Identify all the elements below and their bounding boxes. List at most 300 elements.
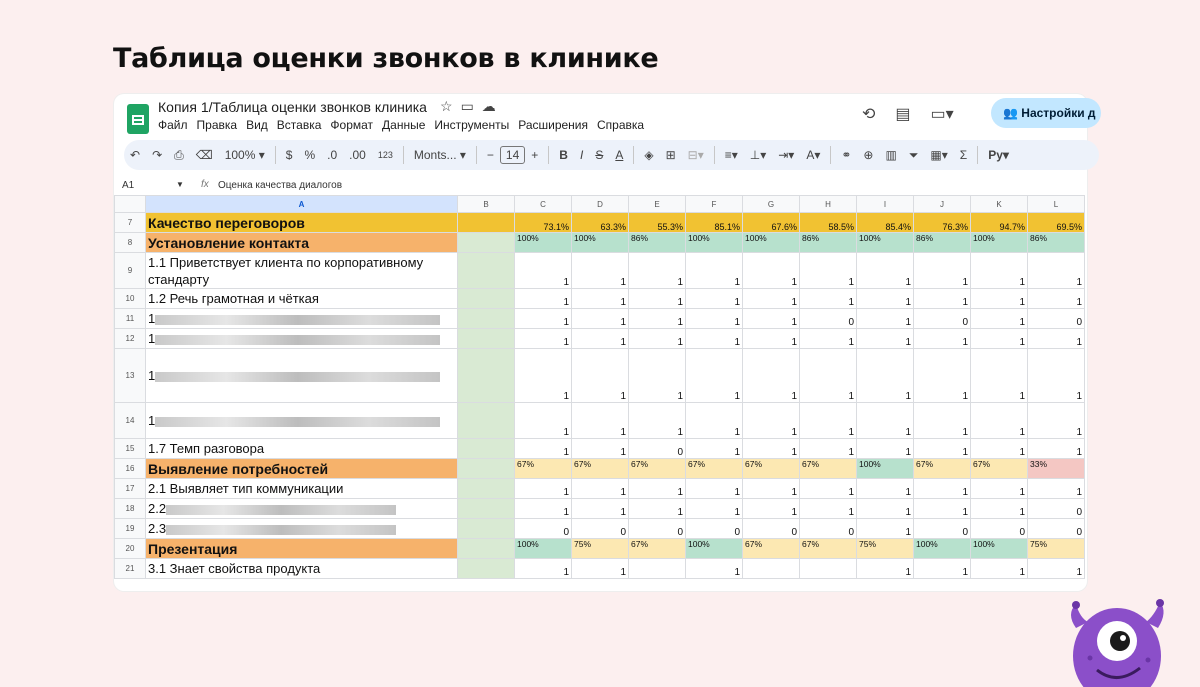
criterion-label: 1 [148,311,156,326]
grid-cell[interactable]: 1 [686,329,743,349]
grid-cell[interactable]: 94.7% [971,213,1028,233]
insert-link-icon[interactable]: ⚭ [841,148,852,162]
grid-cell[interactable]: 1 [686,309,743,329]
grid-cell[interactable]: 1 [515,439,572,459]
row-header[interactable]: 13 [115,349,146,403]
column-header[interactable]: L [1028,196,1085,213]
grid-cell[interactable]: 0 [743,519,800,539]
column-header[interactable]: H [800,196,857,213]
grid-cell[interactable]: 1 [1028,439,1085,459]
row-header[interactable]: 17 [115,479,146,499]
grid-cell[interactable]: 1 [857,559,914,579]
grid-cell[interactable]: 58.5% [800,213,857,233]
grid-cell[interactable]: 67% [800,459,857,479]
increase-decimal-button[interactable]: .00 [349,148,366,162]
grid-cell[interactable]: 1 [857,479,914,499]
purple-monster-mascot-icon [1062,598,1172,687]
column-header[interactable]: K [971,196,1028,213]
grid-cell[interactable]: 86% [1028,233,1085,253]
grid-cell[interactable]: 1 [686,349,743,403]
grid-cell[interactable]: 67% [743,539,800,559]
criterion-cell[interactable] [146,349,458,403]
criterion-cell[interactable] [146,233,458,253]
grid-cell[interactable]: 0 [629,439,686,459]
redacted-text [155,335,440,345]
grid-cell[interactable]: 1 [914,403,971,439]
criterion-cell[interactable] [146,499,458,519]
sheets-logo-icon[interactable] [127,104,149,134]
grid-cell[interactable]: 85.1% [686,213,743,233]
grid-cell[interactable]: 1 [800,253,857,289]
grid-cell[interactable]: 73.1% [515,213,572,233]
grid-cell[interactable] [743,559,800,579]
grid-cell[interactable]: 1 [629,403,686,439]
grid-cell[interactable]: 1 [629,253,686,289]
grid-cell[interactable]: 1 [1028,349,1085,403]
menu-bar [158,118,644,132]
grid-cell[interactable]: 1 [971,559,1028,579]
grid-cell[interactable]: 67.6% [743,213,800,233]
table-row [115,539,1085,559]
grid-cell[interactable]: 1 [971,309,1028,329]
grid-cell[interactable]: 1 [572,403,629,439]
grid-cell[interactable]: 86% [800,233,857,253]
criterion-label: 1 [148,368,156,383]
name-box-dropdown-icon[interactable]: ▼ [176,180,184,189]
name-box[interactable]: A1 [122,180,135,191]
grid-cell[interactable] [458,329,515,349]
grid-cell[interactable]: 86% [914,233,971,253]
row-header[interactable]: 21 [115,559,146,579]
table-row [115,479,1085,499]
column-header[interactable]: G [743,196,800,213]
grid-cell[interactable]: 75% [1028,539,1085,559]
row-header[interactable]: 19 [115,519,146,539]
more-formats-button[interactable]: 123 [377,150,393,160]
grid-cell[interactable]: 1 [515,253,572,289]
criterion-cell[interactable] [146,309,458,329]
criterion-label: 1.7 Темп разговора [148,441,265,456]
criterion-label: 3.1 Знает свойства продукта [148,561,321,576]
grid-cell[interactable]: 0 [800,519,857,539]
spreadsheet-window [114,94,1096,591]
criterion-cell[interactable] [146,439,458,459]
grid-cell[interactable]: 1 [629,329,686,349]
grid-cell[interactable]: 1 [515,559,572,579]
grid-cell[interactable]: 1 [800,499,857,519]
redacted-text [155,417,440,427]
font-size-decrease-icon[interactable]: − [486,148,494,162]
select-all-corner[interactable] [115,196,146,213]
grid-cell[interactable]: 0 [686,519,743,539]
grid-cell[interactable]: 1 [572,479,629,499]
grid-cell[interactable]: 1 [686,403,743,439]
share-button[interactable]: 👥 Настройки д [991,98,1101,128]
grid-cell[interactable]: 100% [971,539,1028,559]
grid-cell[interactable] [458,459,515,479]
criterion-cell[interactable] [146,253,458,289]
criterion-label: 1.2 Речь грамотная и чёткая [148,291,319,306]
currency-button[interactable]: $ [285,148,293,162]
grid-cell[interactable] [458,439,515,459]
grid-cell[interactable]: 1 [914,479,971,499]
grid-cell[interactable]: 100% [857,233,914,253]
menu-item[interactable]: Вставка [276,118,322,132]
grid-cell[interactable]: 1 [743,479,800,499]
criterion-cell[interactable] [146,403,458,439]
criterion-cell[interactable] [146,519,458,539]
grid-cell[interactable]: 1 [857,309,914,329]
meet-icon[interactable]: ▭▾ [930,106,954,123]
horizontal-align-icon[interactable]: ≡▾ [724,148,738,162]
criterion-cell[interactable] [146,459,458,479]
grid-cell[interactable] [458,233,515,253]
insert-chart-icon[interactable]: ▥ [885,148,897,162]
grid-cell[interactable]: 1 [857,329,914,349]
criterion-label: Презентация [148,540,238,557]
grid-cell[interactable]: 69.5% [1028,213,1085,233]
text-wrap-icon[interactable]: ⇥▾ [778,148,795,162]
grid-cell[interactable]: 67% [572,459,629,479]
criterion-cell[interactable] [146,289,458,309]
text-rotation-icon[interactable]: A▾ [806,148,821,162]
grid-cell[interactable] [458,499,515,519]
grid-cell[interactable]: 75% [857,539,914,559]
grid-cell[interactable]: 1 [686,253,743,289]
grid-cell[interactable]: 1 [743,309,800,329]
grid-cell[interactable]: 1 [1028,253,1085,289]
grid-cell[interactable]: 1 [914,499,971,519]
move-folder-icon[interactable]: ▭ [460,98,474,114]
table-row [115,459,1085,479]
row-header[interactable]: 8 [115,233,146,253]
criterion-label: Установление контакта [148,234,310,251]
vertical-align-icon[interactable]: ⊥▾ [749,148,767,162]
grid-cell[interactable] [458,519,515,539]
row-header[interactable]: 9 [115,253,146,289]
grid-cell[interactable]: 1 [629,349,686,403]
grid-cell[interactable]: 1 [743,499,800,519]
cloud-status-icon[interactable]: ☁ [481,98,496,114]
menu-item[interactable]: Вид [246,118,268,132]
grid-cell[interactable]: 1 [914,559,971,579]
insert-comment-icon[interactable]: ⊕ [863,148,874,162]
grid-cell[interactable] [458,403,515,439]
paint-format-icon[interactable]: ⌫ [195,148,213,162]
grid-cell[interactable] [458,349,515,403]
grid-cell[interactable]: 0 [1028,519,1085,539]
grid-cell[interactable]: 100% [971,233,1028,253]
comments-icon[interactable]: ▤ [895,106,911,123]
row-header[interactable]: 18 [115,499,146,519]
sheet-grid[interactable] [114,195,1085,579]
merge-cells-icon[interactable]: ⊟▾ [687,148,704,162]
table-row [115,559,1085,579]
criterion-cell[interactable] [146,539,458,559]
criterion-label: 1.1 Приветствует клиента по корпоративному стандарту [148,254,424,287]
row-header[interactable]: 20 [115,539,146,559]
grid-cell[interactable]: 1 [515,309,572,329]
grid-cell[interactable]: 1 [572,289,629,309]
print-icon[interactable]: ⎙ [174,147,184,162]
font-select[interactable]: Monts... ▾ [413,148,466,162]
grid-cell[interactable] [458,539,515,559]
functions-icon[interactable]: Σ [959,148,968,162]
undo-icon[interactable]: ↶ [130,148,141,162]
fill-color-icon[interactable]: ◈ [644,148,654,162]
grid-cell[interactable]: 1 [857,499,914,519]
grid-cell[interactable]: 1 [743,349,800,403]
grid-cell[interactable]: 1 [800,403,857,439]
row-header[interactable]: 12 [115,329,146,349]
column-header[interactable]: F [686,196,743,213]
grid-cell[interactable]: 0 [971,519,1028,539]
bold-icon[interactable]: B [559,148,568,162]
grid-cell[interactable]: 1 [971,253,1028,289]
grid-cell[interactable]: 55.3% [629,213,686,233]
grid-cell[interactable] [458,479,515,499]
grid-cell[interactable]: 1 [629,499,686,519]
grid-cell[interactable]: 67% [515,459,572,479]
redacted-text [166,525,396,535]
filter-views-icon[interactable]: ▦▾ [930,148,948,162]
grid-cell[interactable]: 1 [686,559,743,579]
criterion-label: 2.2 [148,501,167,516]
menu-item[interactable]: Файл [158,118,188,132]
grid-cell[interactable]: 100% [743,233,800,253]
grid-cell[interactable]: 1 [971,403,1028,439]
grid-cell[interactable]: 75% [572,539,629,559]
grid-cell[interactable]: 1 [572,309,629,329]
grid-cell[interactable]: 1 [914,253,971,289]
percent-button[interactable]: % [304,148,316,162]
grid-cell[interactable]: 1 [515,289,572,309]
font-size-increase-icon[interactable]: + [531,148,539,162]
grid-cell[interactable]: 1 [743,439,800,459]
grid-cell[interactable]: 1 [971,329,1028,349]
grid-cell[interactable]: 1 [971,439,1028,459]
grid-cell[interactable]: 1 [686,289,743,309]
grid-cell[interactable]: 63.3% [572,213,629,233]
redacted-text [155,315,440,325]
column-header[interactable]: D [572,196,629,213]
grid-cell[interactable]: 1 [515,479,572,499]
grid-cell[interactable]: 1 [800,479,857,499]
grid-cell[interactable]: 1 [572,329,629,349]
formula-input[interactable]: Оценка качества диалогов [218,180,343,191]
grid-cell[interactable]: 1 [857,403,914,439]
grid-cell[interactable]: 1 [857,519,914,539]
grid-cell[interactable] [800,559,857,579]
grid-cell[interactable]: 1 [743,403,800,439]
grid-cell[interactable]: 0 [1028,499,1085,519]
grid-cell[interactable]: 1 [914,329,971,349]
grid-cell[interactable]: 1 [971,499,1028,519]
grid-cell[interactable]: 1 [743,253,800,289]
sheet-table [114,195,1085,579]
grid-cell[interactable]: 1 [914,439,971,459]
grid-cell[interactable]: 67% [629,459,686,479]
menu-item[interactable]: Данные [382,118,426,132]
grid-cell[interactable]: 0 [800,309,857,329]
criterion-label: 2.3 [148,521,167,536]
criterion-cell[interactable] [146,559,458,579]
grid-cell[interactable]: 1 [857,439,914,459]
grid-cell[interactable]: 1 [800,329,857,349]
grid-cell[interactable]: 1 [629,479,686,499]
grid-cell[interactable]: 67% [914,459,971,479]
grid-cell[interactable]: 1 [857,289,914,309]
grid-cell[interactable]: 1 [971,349,1028,403]
grid-cell[interactable]: 0 [572,519,629,539]
criterion-label: 1 [148,413,156,428]
column-header[interactable]: B [458,196,515,213]
borders-icon[interactable]: ⊞ [665,148,676,162]
table-row [115,349,1085,403]
grid-cell[interactable]: 67% [971,459,1028,479]
criterion-cell[interactable] [146,479,458,499]
grid-cell[interactable]: 100% [686,539,743,559]
grid-cell[interactable]: 100% [914,539,971,559]
grid-cell[interactable]: 1 [686,439,743,459]
table-row [115,439,1085,459]
grid-cell[interactable]: 67% [743,459,800,479]
row-header[interactable]: 11 [115,309,146,329]
grid-cell[interactable]: 1 [515,349,572,403]
formula-bar [114,177,1087,195]
grid-cell[interactable]: 1 [743,329,800,349]
redo-icon[interactable]: ↷ [152,148,163,162]
grid-cell[interactable]: 86% [629,233,686,253]
input-tools-icon[interactable]: Ру▾ [988,148,1009,162]
grid-cell[interactable]: 1 [1028,403,1085,439]
grid-cell[interactable]: 67% [800,539,857,559]
grid-cell[interactable]: 1 [1028,479,1085,499]
grid-cell[interactable]: 1 [800,349,857,403]
grid-cell[interactable]: 0 [515,519,572,539]
font-size-input[interactable]: 14 [500,146,525,164]
grid-cell[interactable]: 1 [515,499,572,519]
grid-cell[interactable] [458,559,515,579]
criterion-label: Выявление потребностей [148,460,329,477]
grid-cell[interactable]: 1 [572,559,629,579]
grid-cell[interactable] [629,559,686,579]
grid-cell[interactable]: 100% [515,233,572,253]
grid-cell[interactable]: 0 [1028,309,1085,329]
table-row [115,519,1085,539]
grid-cell[interactable]: 100% [572,233,629,253]
menu-item[interactable]: Расширения [518,118,589,132]
grid-cell[interactable]: 1 [914,289,971,309]
grid-cell[interactable]: 1 [572,349,629,403]
row-header[interactable]: 14 [115,403,146,439]
grid-cell[interactable]: 1 [857,349,914,403]
row-header[interactable]: 16 [115,459,146,479]
column-header[interactable]: C [515,196,572,213]
menu-item[interactable]: Инструменты [434,118,510,132]
column-header[interactable]: A [146,196,458,213]
grid-cell[interactable]: 1 [971,289,1028,309]
row-header[interactable]: 10 [115,289,146,309]
grid-cell[interactable]: 100% [686,233,743,253]
redacted-text [155,372,440,382]
row-header[interactable]: 15 [115,439,146,459]
text-color-icon[interactable]: A [615,148,624,162]
column-header[interactable]: J [914,196,971,213]
grid-cell[interactable]: 0 [629,519,686,539]
criterion-label: 2.1 Выявляет тип коммуникации [148,481,344,496]
grid-cell[interactable]: 1 [1028,559,1085,579]
grid-cell[interactable]: 1 [800,439,857,459]
column-header[interactable]: I [857,196,914,213]
grid-cell[interactable]: 67% [629,539,686,559]
grid-cell[interactable]: 1 [971,479,1028,499]
grid-cell[interactable] [458,309,515,329]
toolbar [124,140,1099,170]
table-row [115,233,1085,253]
grid-cell[interactable]: 1 [1028,289,1085,309]
grid-cell[interactable]: 1 [572,439,629,459]
fx-icon: fx [201,179,209,190]
decrease-decimal-button[interactable]: .0 [327,148,338,162]
grid-cell[interactable]: 1 [629,289,686,309]
grid-cell[interactable]: 1 [1028,329,1085,349]
filter-icon[interactable]: ⏷ [908,147,919,162]
grid-cell[interactable]: 1 [857,253,914,289]
grid-cell[interactable]: 1 [686,479,743,499]
grid-cell[interactable]: 1 [515,403,572,439]
grid-cell[interactable]: 85.4% [857,213,914,233]
table-row [115,403,1085,439]
grid-cell[interactable] [458,213,515,233]
document-title[interactable]: Копия 1/Таблица оценки звонков клиника [158,99,427,115]
italic-icon[interactable]: I [579,148,584,162]
grid-cell[interactable]: 1 [629,309,686,329]
grid-cell[interactable] [458,253,515,289]
history-icon[interactable]: ⟲ [862,106,876,123]
menu-item[interactable]: Правка [196,118,238,132]
grid-cell[interactable]: 1 [686,499,743,519]
grid-cell[interactable]: 67% [686,459,743,479]
table-row [115,329,1085,349]
grid-cell[interactable]: 100% [515,539,572,559]
strikethrough-icon[interactable]: S [595,148,604,162]
row-header[interactable]: 7 [115,213,146,233]
grid-cell[interactable]: 100% [857,459,914,479]
grid-cell[interactable]: 76.3% [914,213,971,233]
grid-cell[interactable]: 1 [800,289,857,309]
criterion-cell[interactable] [146,213,458,233]
grid-cell[interactable]: 1 [572,499,629,519]
criterion-cell[interactable] [146,329,458,349]
menu-item[interactable]: Формат [330,118,374,132]
grid-cell[interactable] [458,289,515,309]
column-header[interactable]: E [629,196,686,213]
star-icon[interactable]: ☆ [440,98,453,114]
table-row [115,309,1085,329]
table-row [115,289,1085,309]
menu-item[interactable]: Справка [597,118,645,132]
grid-cell[interactable]: 1 [914,349,971,403]
grid-cell[interactable]: 0 [914,309,971,329]
grid-cell[interactable]: 1 [515,329,572,349]
zoom-select[interactable]: 100% ▾ [224,148,265,162]
grid-cell[interactable]: 0 [914,519,971,539]
table-row [115,253,1085,289]
grid-cell[interactable]: 1 [743,289,800,309]
grid-cell[interactable]: 33% [1028,459,1085,479]
grid-cell[interactable]: 1 [572,253,629,289]
